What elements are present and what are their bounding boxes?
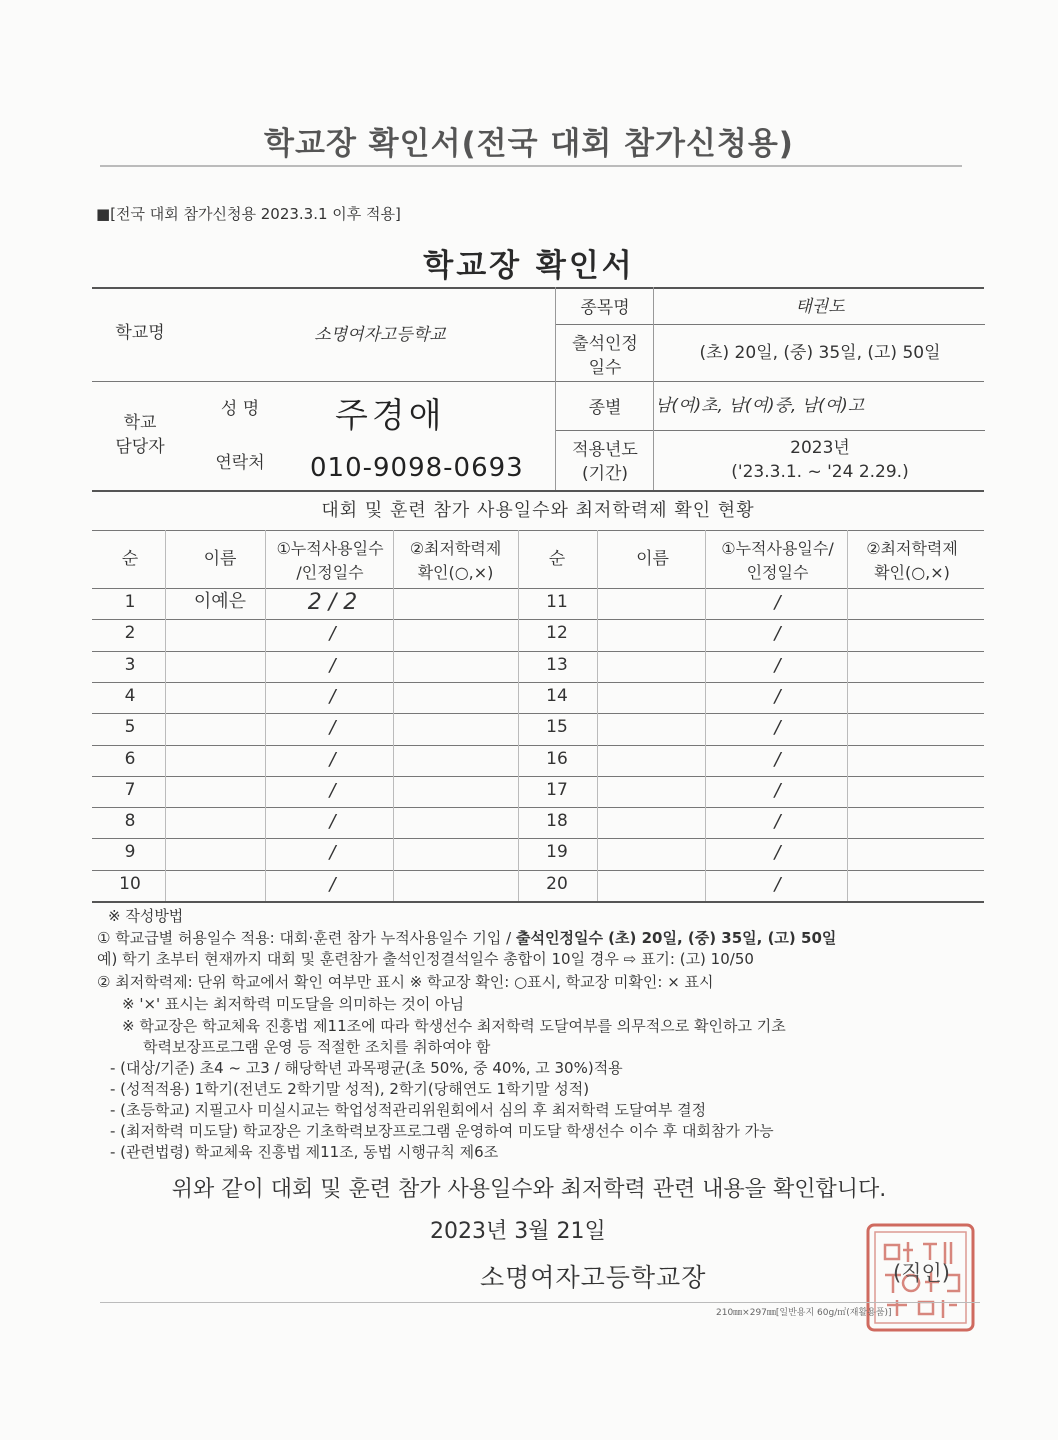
row-seq-right: 18 xyxy=(546,811,568,832)
row-days-right: / xyxy=(774,873,781,895)
note-1-example: 예) 학기 초부터 현재까지 대회 및 훈련참가 출석인정결석일수 총합이 10일 경우 ⇨ 표기: (고) 10/50 xyxy=(97,950,754,968)
table-line xyxy=(92,381,984,382)
table-column-divider xyxy=(393,530,394,901)
principal-title: 소명여자고등학교장 xyxy=(480,1263,707,1292)
year-label-2: (기간) xyxy=(581,464,629,484)
row-days: / xyxy=(329,748,336,770)
header-days-right-2: 인정일수 xyxy=(746,563,809,582)
header-name-right: 이름 xyxy=(636,549,669,569)
gender-value: 남(여)초, 남(여)중, 남(여)고 xyxy=(655,396,865,416)
table-column-divider xyxy=(518,530,519,901)
header-min-right-2: 확인(○,×) xyxy=(874,563,950,582)
row-seq-right: 13 xyxy=(546,654,568,675)
row-seq-right: 19 xyxy=(546,842,568,863)
row-days: / xyxy=(329,685,336,707)
note-2: ② 최저학력제: 단위 학교에서 확인 여부만 표시 ※ 학교장 확인: ○표시, 학교장 미확인: × 표시 xyxy=(97,973,714,991)
school-value: 소명여자고등학교 xyxy=(314,325,446,345)
row-days: / xyxy=(329,717,336,739)
row-days-right: / xyxy=(774,779,781,801)
table-border-top xyxy=(92,287,984,289)
header-days: ①누적사용일수 xyxy=(276,539,384,558)
table-row-line xyxy=(92,776,984,777)
row-days-right: / xyxy=(774,623,781,645)
table-line xyxy=(555,324,985,325)
header-min-2: 확인(○,×) xyxy=(417,563,494,582)
attendance-value: (초) 20일, (중) 35일, (고) 50일 xyxy=(699,343,941,363)
school-label: 학교명 xyxy=(115,323,165,343)
row-seq: 1 xyxy=(124,592,136,612)
manager-label-2: 담당자 xyxy=(115,437,165,457)
row-seq: 7 xyxy=(124,779,136,800)
manager-name-handwritten: 주경애 xyxy=(335,396,446,436)
form-subtitle: ■[전국 대회 참가신청용 2023.3.1 이후 적용] xyxy=(96,205,401,223)
table-row-line xyxy=(92,745,984,746)
table-border-bottom xyxy=(92,901,984,903)
note-3: ※ '×' 표시는 최저학력 미도달을 의미하는 것이 아님 xyxy=(122,995,465,1013)
contact-label: 연락처 xyxy=(215,453,265,473)
row-days-right: / xyxy=(774,717,781,739)
row-days-right: / xyxy=(774,842,781,864)
row-seq-right: 17 xyxy=(546,779,568,800)
row-seq: 3 xyxy=(124,654,136,675)
row-days: 2 / 2 xyxy=(307,590,358,615)
table-row-line xyxy=(92,619,984,620)
row-seq-right: 14 xyxy=(546,685,568,706)
row-seq-right: 15 xyxy=(546,717,568,738)
note-1-text: ① 학교급별 허용일수 적용: 대회·훈련 참가 누적사용일수 기입 / xyxy=(97,929,516,947)
table-row-line xyxy=(92,651,984,652)
notes-heading: ※ 작성방법 xyxy=(108,907,184,925)
header-min-right: ②최저학력제 xyxy=(866,539,958,558)
row-seq: 8 xyxy=(124,811,136,832)
paper-spec: 210㎜×297㎜[일반용지 60g/㎡(재활용품)] xyxy=(716,1308,892,1318)
row-seq: 5 xyxy=(124,717,136,738)
row-seq-right: 11 xyxy=(546,592,568,612)
table-divider xyxy=(653,287,654,490)
row-days: / xyxy=(329,623,336,645)
manager-label: 학교 xyxy=(123,413,157,433)
table-column-divider xyxy=(265,530,266,901)
table-line xyxy=(92,588,984,589)
row-days: / xyxy=(329,779,336,801)
row-seq: 10 xyxy=(119,873,141,894)
table-row-line xyxy=(92,838,984,839)
row-days: / xyxy=(329,842,336,864)
table-row-line xyxy=(92,682,984,683)
document-header-title: 학교장 확인서(전국 대회 참가신청용) xyxy=(264,126,794,162)
table-line xyxy=(92,490,984,492)
contact-value-handwritten: 010-9098-0693 xyxy=(310,453,524,483)
header-seq-right: 순 xyxy=(548,549,566,569)
sport-value: 태권도 xyxy=(795,297,845,317)
seal-label: (직인) xyxy=(893,1261,950,1285)
attendance-label: 출석인정 xyxy=(572,334,638,354)
sport-label: 종목명 xyxy=(580,298,630,318)
table-row-line xyxy=(92,807,984,808)
year-value: 2023년 xyxy=(790,438,850,458)
row-seq: 4 xyxy=(124,685,136,706)
confirmation-statement: 위와 같이 대회 및 훈련 참가 사용일수와 최저학력 관련 내용을 확인합니다. xyxy=(171,1177,887,1202)
table-line xyxy=(92,530,984,531)
table-row-line xyxy=(92,713,984,714)
header-days-right: ①누적사용일수/ xyxy=(721,539,834,558)
note-9: - (최저학력 미도달) 학교장은 기초학력보장프로그램 운영하여 미도달 학생선수 이수 후 대회참가 가능 xyxy=(110,1122,774,1140)
header-name: 이름 xyxy=(203,549,237,569)
note-6: - (대상/기준) 초4 ~ 고3 / 해당학년 과목평균(초 50%, 중 40%, 고 30%)적용 xyxy=(110,1059,623,1077)
note-5: 학력보장프로그램 운영 등 적절한 조치를 취하여야 함 xyxy=(143,1038,491,1056)
row-seq: 9 xyxy=(124,842,136,863)
row-days: / xyxy=(329,811,336,833)
header-seq: 순 xyxy=(121,549,139,569)
row-days-right: / xyxy=(774,811,781,833)
table-caption: 대회 및 훈련 참가 사용일수와 최저학력제 확인 현황 xyxy=(321,500,755,521)
name-label: 성 명 xyxy=(220,399,260,419)
table-column-divider xyxy=(847,530,848,901)
form-title: 학교장 확인서 xyxy=(423,248,635,284)
header-min: ②최저학력제 xyxy=(409,539,502,558)
header-days-2: /인정일수 xyxy=(296,563,364,582)
attendance-label-2: 일수 xyxy=(588,358,622,378)
row-days-right: / xyxy=(774,685,781,707)
gender-label: 종별 xyxy=(588,398,622,418)
footer-divider xyxy=(100,1302,980,1303)
table-column-divider xyxy=(165,530,166,901)
row-name: 이예은 xyxy=(193,591,247,612)
note-4: ※ 학교장은 학교체육 진흥법 제11조에 따라 학생선수 최저학력 도달여부를 의무적으로 확인하고 기초 xyxy=(122,1017,786,1035)
table-divider xyxy=(555,287,556,490)
row-seq-right: 16 xyxy=(546,748,568,769)
header-divider xyxy=(100,165,962,167)
note-1-bold: 출석인정일수 (초) 20일, (중) 35일, (고) 50일 xyxy=(516,929,837,947)
note-10: - (관련법령) 학교체육 진흥법 제11조, 동법 시행규칙 제6조 xyxy=(110,1143,499,1161)
row-seq: 2 xyxy=(124,623,136,644)
table-column-divider xyxy=(597,530,598,901)
row-days-right: / xyxy=(774,654,781,676)
row-days-right: / xyxy=(774,748,781,770)
table-column-divider xyxy=(705,530,706,901)
table-line xyxy=(555,430,985,431)
row-days-right: / xyxy=(774,592,781,613)
row-days: / xyxy=(329,873,336,895)
date-text: 2023년 3월 21일 xyxy=(430,1219,606,1244)
year-label: 적용년도 xyxy=(572,440,638,460)
note-7: - (성적적용) 1학기(전년도 2학기말 성적), 2학기(당해연도 1학기말 성적) xyxy=(110,1080,590,1098)
row-seq-right: 12 xyxy=(546,623,568,644)
row-seq-right: 20 xyxy=(546,873,568,894)
row-days: / xyxy=(329,654,336,676)
table-row-line xyxy=(92,870,984,871)
year-range: ('23.3.1. ~ '24 2.29.) xyxy=(731,462,909,482)
note-8: - (초등학교) 지필고사 미실시교는 학업성적관리위원회에서 심의 후 최저학력 도달여부 결정 xyxy=(110,1101,707,1119)
note-1 xyxy=(97,929,836,947)
row-seq: 6 xyxy=(124,748,136,769)
